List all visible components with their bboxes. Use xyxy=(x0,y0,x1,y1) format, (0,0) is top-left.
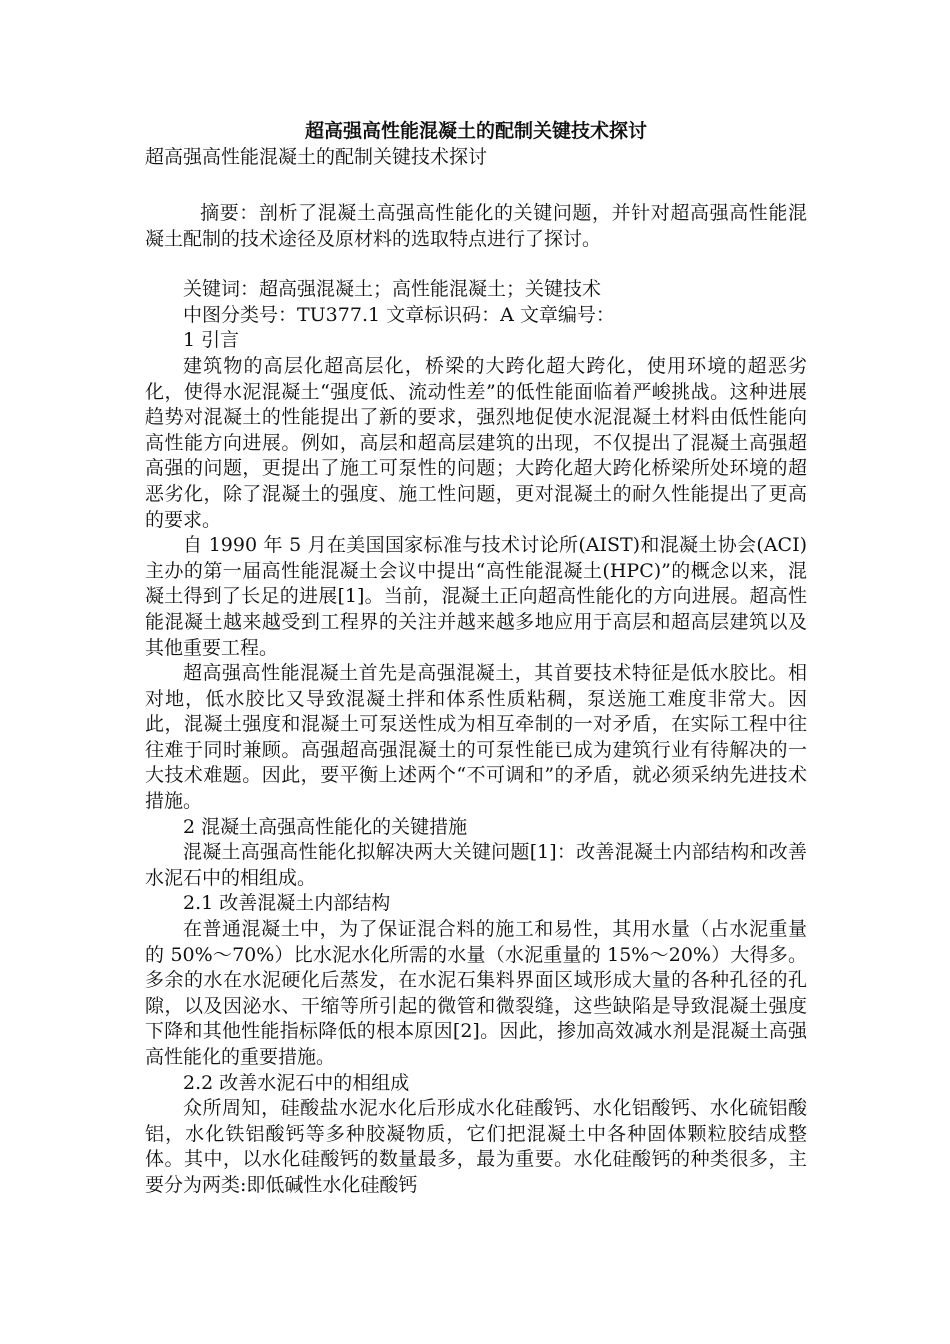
body-paragraph: 众所周知，硅酸盐水泥水化后形成水化硅酸钙、水化铝酸钙、水化硫铝酸铝，水化铁铝酸钙等多种胶凝物质，它们把混凝土中各种固体颗粒胶结成整体。其中，以水化硅酸钙的数量最多，最为重要。水化硅酸钙的种类很多，主要分为两类:即低碱性水化硅酸钙 xyxy=(145,1097,807,1196)
classification-line: 中图分类号：TU377.1 文章标识码：A 文章编号： xyxy=(183,303,615,326)
body-paragraph: 自 1990 年 5 月在美国国家标准与技术讨论所(AIST)和混凝土协会(ACI) 主办的第一届高性能混凝土会议中提出“高性能混凝土(HPC)”的概念以来，混凝土得到了长足的进展[1]。当前，混凝土正向超高性能化的方向进展。超高性能混凝土越来越受到工程界的关注并越来越多地应用于高层和超高层建筑以及其他重要工程。 xyxy=(145,534,807,659)
keywords-line: 关键词：超高强混凝土；高性能混凝土；关键技术 xyxy=(183,278,602,301)
body-paragraph: 超高强高性能混凝土首先是高强混凝土，其首要技术特征是低水胶比。相对地，低水胶比又导致混凝土拌和体系性质粘稠，泵送施工难度非常大。因此，混凝土强度和混凝土可泵送性成为相互牵制的一对矛盾，在实际工程中往往难于同时兼顾。高强超高强混凝土的可泵性能已成为建筑行业有待解决的一大技术难题。因此，要平衡上述两个“不可调和”的矛盾，就必须采纳先进技术措施。 xyxy=(145,662,807,813)
document-page xyxy=(145,118,807,1199)
body-paragraph: 在普通混凝土中，为了保证混合料的施工和易性，其用水量（占水泥重量的 50%～70%）比水泥水化所需的水量（水泥重量的 15%～20%）大得多。多余的水在水泥硬化后蒸发，在水泥石集料界面区域形成大量的各种孔径的孔隙，以及因泌水、干缩等所引起的微管和微裂缝，这些缺陷是导致混凝土强度下降和其他性能指标降低的根本原因[2]。因此，掺加高效减水剂是混凝土高强高性能化的重要措施。 xyxy=(145,918,807,1068)
section-heading-1: 1 引言 xyxy=(183,329,240,352)
document-subtitle: 超高强高性能混凝土的配制关键技术探讨 xyxy=(145,146,488,168)
section-heading-2: 2 混凝土高强高性能化的关键措施 xyxy=(183,815,468,838)
section-heading-2-1: 2.1 改善混凝土内部结构 xyxy=(183,892,391,915)
body-paragraph: 建筑物的高层化超高层化，桥梁的大跨化超大跨化，使用环境的超恶劣化，使得水泥混凝土“强度低、流动性差”的低性能面临着严峻挑战。这种进展趋势对混凝土的性能提出了新的要求，强烈地促使水泥混凝土材料由低性能向高性能方向进展。例如，高层和超高层建筑的出现，不仅提出了混凝土高强超高强的问题，更提出了施工可泵性的问题；大跨化超大跨化桥梁所处环境的超恶劣化，除了混凝土的强度、施工性问题，更对混凝土的耐久性能提出了更高的要求。 xyxy=(145,354,807,531)
document-title: 超高强高性能混凝土的配制关键技术探讨 xyxy=(304,120,647,142)
abstract-paragraph: 摘要：剖析了混凝土高强高性能化的关键问题，并针对超高强高性能混凝土配制的技术途径及原材料的选取特点进行了探讨。 xyxy=(145,202,807,250)
section-heading-2-2: 2.2 改善水泥石中的相组成 xyxy=(183,1071,410,1094)
spacer xyxy=(145,252,807,277)
body-paragraph: 混凝土高强高性能化拟解决两大关键问题[1]：改善混凝土内部结构和改善水泥石中的相组成。 xyxy=(145,841,807,889)
